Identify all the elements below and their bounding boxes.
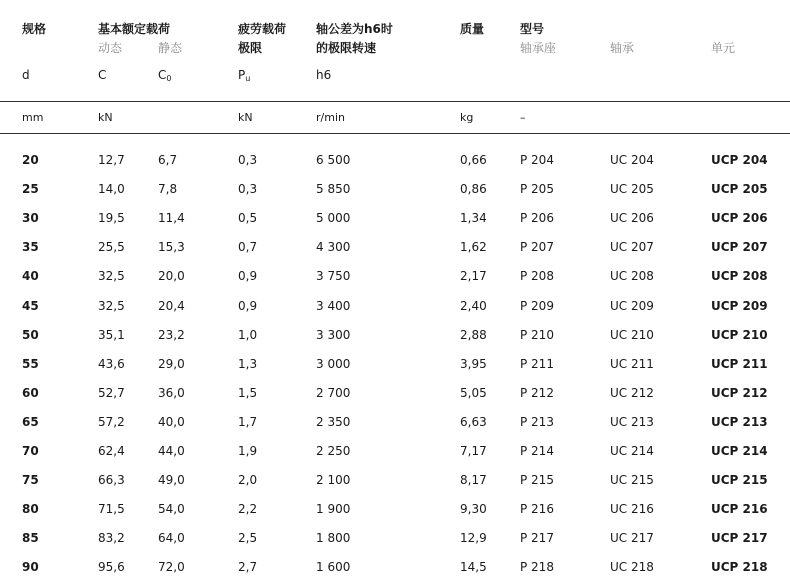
- cell-unit: UCP 215: [711, 473, 768, 487]
- cell-dynamic: 32,5: [98, 299, 125, 313]
- cell-unit: UCP 218: [711, 560, 768, 574]
- cell-speed: 3 750: [316, 269, 351, 283]
- cell-static: 15,3: [158, 240, 185, 254]
- cell-bearing: UC 210: [610, 328, 654, 342]
- cell-mass: 2,17: [460, 269, 487, 283]
- cell-bearing: UC 218: [610, 560, 654, 574]
- cell-mass: 2,40: [460, 299, 487, 313]
- cell-dynamic: 71,5: [98, 502, 125, 516]
- cell-unit: UCP 210: [711, 328, 768, 342]
- cell-speed: 2 250: [316, 444, 351, 458]
- cell-bearing: UC 217: [610, 531, 654, 545]
- unit-mass: kg: [460, 111, 474, 124]
- header-size: 规格: [22, 22, 47, 36]
- cell-fatigue: 0,3: [238, 153, 258, 167]
- header-fatigue-line2: 极限: [238, 41, 263, 55]
- cell-static: 44,0: [158, 444, 185, 458]
- cell-housing: P 216: [520, 502, 554, 516]
- header-bottom-rule: [0, 133, 790, 134]
- cell-fatigue: 2,5: [238, 531, 258, 545]
- cell-fatigue: 2,0: [238, 473, 258, 487]
- header-speed-line2: 的极限转速: [316, 41, 377, 55]
- cell-dynamic: 12,7: [98, 153, 125, 167]
- cell-speed: 3 300: [316, 328, 351, 342]
- cell-dynamic: 14,0: [98, 182, 125, 196]
- cell-bearing: UC 204: [610, 153, 654, 167]
- cell-speed: 1 600: [316, 560, 351, 574]
- cell-housing: P 208: [520, 269, 554, 283]
- unit-model: –: [520, 111, 526, 124]
- cell-speed: 1 900: [316, 502, 351, 516]
- symbol-dynamic: C: [98, 68, 107, 82]
- cell-unit: UCP 214: [711, 444, 768, 458]
- cell-static: 29,0: [158, 357, 185, 371]
- cell-speed: 1 800: [316, 531, 351, 545]
- cell-mass: 8,17: [460, 473, 487, 487]
- cell-housing: P 205: [520, 182, 554, 196]
- cell-size: 55: [22, 357, 39, 371]
- cell-dynamic: 43,6: [98, 357, 125, 371]
- cell-static: 7,8: [158, 182, 178, 196]
- cell-housing: P 211: [520, 357, 554, 371]
- cell-fatigue: 0,9: [238, 299, 258, 313]
- cell-size: 40: [22, 269, 39, 283]
- symbol-static-sub: 0: [166, 74, 172, 83]
- cell-fatigue: 1,0: [238, 328, 258, 342]
- cell-speed: 5 850: [316, 182, 351, 196]
- cell-size: 35: [22, 240, 39, 254]
- cell-housing: P 207: [520, 240, 554, 254]
- header-speed-line1: 轴公差为h6时: [316, 22, 393, 36]
- header-static: 静态: [158, 41, 183, 55]
- cell-mass: 14,5: [460, 560, 487, 574]
- cell-dynamic: 52,7: [98, 386, 125, 400]
- cell-dynamic: 83,2: [98, 531, 125, 545]
- header-dynamic: 动态: [98, 41, 123, 55]
- cell-housing: P 217: [520, 531, 554, 545]
- cell-fatigue: 1,5: [238, 386, 258, 400]
- cell-size: 90: [22, 560, 39, 574]
- cell-dynamic: 95,6: [98, 560, 125, 574]
- header-housing: 轴承座: [520, 41, 557, 55]
- cell-static: 64,0: [158, 531, 185, 545]
- cell-speed: 3 000: [316, 357, 351, 371]
- cell-size: 30: [22, 211, 39, 225]
- cell-speed: 5 000: [316, 211, 351, 225]
- cell-dynamic: 32,5: [98, 269, 125, 283]
- cell-housing: P 204: [520, 153, 554, 167]
- cell-fatigue: 0,9: [238, 269, 258, 283]
- cell-fatigue: 1,7: [238, 415, 258, 429]
- cell-dynamic: 25,5: [98, 240, 125, 254]
- cell-fatigue: 1,9: [238, 444, 258, 458]
- cell-fatigue: 2,2: [238, 502, 258, 516]
- cell-dynamic: 35,1: [98, 328, 125, 342]
- cell-unit: UCP 207: [711, 240, 768, 254]
- cell-fatigue: 2,7: [238, 560, 258, 574]
- cell-size: 20: [22, 153, 39, 167]
- symbol-size: d: [22, 68, 30, 82]
- cell-size: 45: [22, 299, 39, 313]
- cell-housing: P 210: [520, 328, 554, 342]
- cell-bearing: UC 215: [610, 473, 654, 487]
- cell-bearing: UC 208: [610, 269, 654, 283]
- cell-unit: UCP 212: [711, 386, 768, 400]
- cell-bearing: UC 207: [610, 240, 654, 254]
- cell-mass: 7,17: [460, 444, 487, 458]
- header-top-rule: [0, 101, 790, 102]
- cell-housing: P 206: [520, 211, 554, 225]
- cell-speed: 3 400: [316, 299, 351, 313]
- header-basic-load: 基本额定载荷: [98, 22, 171, 36]
- cell-bearing: UC 209: [610, 299, 654, 313]
- cell-bearing: UC 211: [610, 357, 654, 371]
- cell-static: 54,0: [158, 502, 185, 516]
- cell-unit: UCP 205: [711, 182, 768, 196]
- cell-static: 6,7: [158, 153, 178, 167]
- cell-mass: 12,9: [460, 531, 487, 545]
- cell-unit: UCP 213: [711, 415, 768, 429]
- cell-dynamic: 66,3: [98, 473, 125, 487]
- cell-size: 50: [22, 328, 39, 342]
- unit-speed: r/min: [316, 111, 345, 124]
- cell-mass: 1,34: [460, 211, 487, 225]
- cell-housing: P 215: [520, 473, 554, 487]
- cell-static: 11,4: [158, 211, 185, 225]
- cell-size: 25: [22, 182, 39, 196]
- cell-mass: 1,62: [460, 240, 487, 254]
- cell-mass: 0,86: [460, 182, 487, 196]
- cell-housing: P 214: [520, 444, 554, 458]
- cell-dynamic: 57,2: [98, 415, 125, 429]
- cell-housing: P 209: [520, 299, 554, 313]
- cell-unit: UCP 206: [711, 211, 768, 225]
- cell-unit: UCP 208: [711, 269, 768, 283]
- cell-bearing: UC 205: [610, 182, 654, 196]
- cell-fatigue: 0,3: [238, 182, 258, 196]
- unit-fatigue: kN: [238, 111, 253, 124]
- cell-static: 36,0: [158, 386, 185, 400]
- unit-size: mm: [22, 111, 44, 124]
- cell-mass: 6,63: [460, 415, 487, 429]
- cell-size: 60: [22, 386, 39, 400]
- cell-mass: 9,30: [460, 502, 487, 516]
- cell-static: 20,4: [158, 299, 185, 313]
- unit-load: kN: [98, 111, 113, 124]
- cell-speed: 2 100: [316, 473, 351, 487]
- cell-size: 85: [22, 531, 39, 545]
- cell-size: 70: [22, 444, 39, 458]
- cell-fatigue: 1,3: [238, 357, 258, 371]
- cell-speed: 4 300: [316, 240, 351, 254]
- header-unit: 单元: [711, 41, 736, 55]
- cell-mass: 5,05: [460, 386, 487, 400]
- cell-speed: 2 350: [316, 415, 351, 429]
- cell-bearing: UC 206: [610, 211, 654, 225]
- symbol-static: [158, 68, 171, 86]
- cell-static: 20,0: [158, 269, 185, 283]
- cell-mass: 3,95: [460, 357, 487, 371]
- symbol-static-base: C: [158, 68, 167, 82]
- cell-size: 80: [22, 502, 39, 516]
- symbol-fatigue: [238, 68, 250, 86]
- cell-housing: P 213: [520, 415, 554, 429]
- cell-unit: UCP 204: [711, 153, 768, 167]
- cell-static: 23,2: [158, 328, 185, 342]
- cell-bearing: UC 214: [610, 444, 654, 458]
- cell-mass: 2,88: [460, 328, 487, 342]
- cell-bearing: UC 213: [610, 415, 654, 429]
- cell-housing: P 212: [520, 386, 554, 400]
- symbol-fatigue-base: P: [238, 68, 246, 82]
- symbol-fatigue-sub: u: [245, 74, 251, 83]
- cell-mass: 0,66: [460, 153, 487, 167]
- cell-bearing: UC 216: [610, 502, 654, 516]
- cell-fatigue: 0,5: [238, 211, 258, 225]
- cell-unit: UCP 217: [711, 531, 768, 545]
- cell-static: 40,0: [158, 415, 185, 429]
- cell-size: 75: [22, 473, 39, 487]
- header-mass: 质量: [460, 22, 485, 36]
- symbol-speed: h6: [316, 68, 332, 82]
- header-fatigue-line1: 疲劳载荷: [238, 22, 287, 36]
- header-model: 型号: [520, 22, 545, 36]
- cell-unit: UCP 211: [711, 357, 768, 371]
- cell-bearing: UC 212: [610, 386, 654, 400]
- cell-dynamic: 62,4: [98, 444, 125, 458]
- cell-speed: 2 700: [316, 386, 351, 400]
- cell-unit: UCP 209: [711, 299, 768, 313]
- cell-static: 72,0: [158, 560, 185, 574]
- cell-speed: 6 500: [316, 153, 351, 167]
- cell-unit: UCP 216: [711, 502, 768, 516]
- header-bearing: 轴承: [610, 41, 635, 55]
- cell-size: 65: [22, 415, 39, 429]
- cell-dynamic: 19,5: [98, 211, 125, 225]
- cell-housing: P 218: [520, 560, 554, 574]
- cell-fatigue: 0,7: [238, 240, 258, 254]
- cell-static: 49,0: [158, 473, 185, 487]
